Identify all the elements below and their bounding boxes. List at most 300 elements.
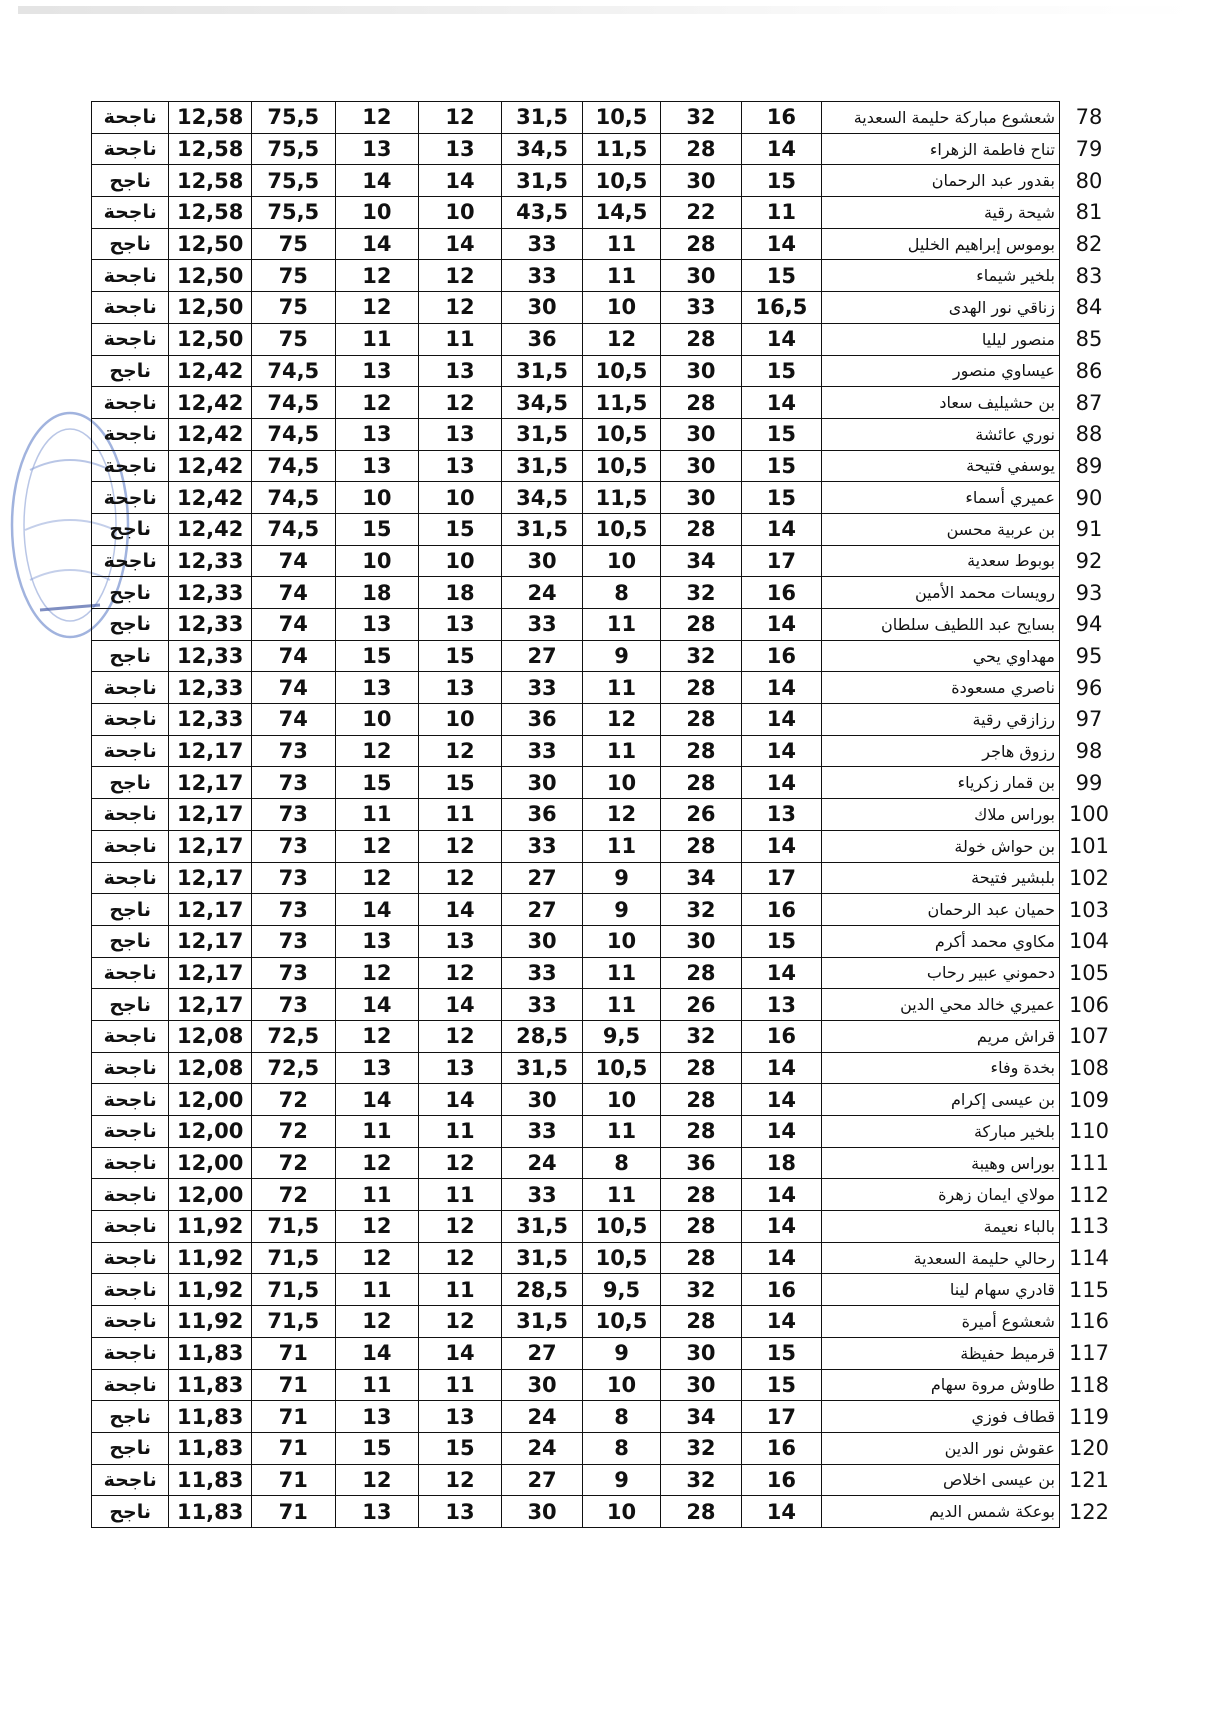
score-1-cell: 14	[742, 735, 821, 767]
score-2-cell: 10,5	[583, 450, 660, 482]
score-2-weighted-cell: 30	[501, 545, 583, 577]
result-status-cell: ناجح	[92, 513, 169, 545]
score-1-cell: 14	[742, 1116, 821, 1148]
student-name-cell: بلخير مباركة	[821, 1116, 1059, 1148]
result-status-cell: ناجح	[92, 894, 169, 926]
table-row	[92, 640, 1119, 672]
result-status-cell: ناجحة	[92, 1147, 169, 1179]
score-2-weighted-cell: 27	[501, 862, 583, 894]
total-cell: 75,5	[251, 165, 335, 197]
table-row	[92, 197, 1119, 229]
score-3-weighted-cell: 12	[335, 1306, 419, 1338]
score-2-weighted-cell: 27	[501, 640, 583, 672]
total-cell: 71,5	[251, 1242, 335, 1274]
table-row	[92, 767, 1119, 799]
row-number-cell: 109	[1059, 1084, 1118, 1116]
score-2-weighted-cell: 31,5	[501, 1052, 583, 1084]
score-1-weighted-cell: 28	[660, 830, 742, 862]
score-3-weighted-cell: 11	[335, 1179, 419, 1211]
table-row	[92, 102, 1119, 134]
score-2-cell: 10	[583, 545, 660, 577]
result-status-cell: ناجحة	[92, 735, 169, 767]
score-1-weighted-cell: 28	[660, 1179, 742, 1211]
average-cell: 12,33	[169, 672, 252, 704]
score-2-weighted-cell: 30	[501, 292, 583, 324]
score-1-cell: 15	[742, 355, 821, 387]
score-1-weighted-cell: 30	[660, 418, 742, 450]
score-1-cell: 18	[742, 1147, 821, 1179]
score-1-weighted-cell: 28	[660, 735, 742, 767]
average-cell: 11,92	[169, 1274, 252, 1306]
student-name-cell: عقوش نور الدين	[821, 1432, 1059, 1464]
student-name-cell: بسايح عبد اللطيف سلطان	[821, 609, 1059, 641]
row-number-cell: 119	[1059, 1401, 1118, 1433]
result-status-cell: ناجحة	[92, 418, 169, 450]
student-name-cell: رحالي حليمة السعدية	[821, 1242, 1059, 1274]
result-status-cell: ناجح	[92, 1401, 169, 1433]
score-2-weighted-cell: 30	[501, 1496, 583, 1528]
table-row	[92, 1337, 1119, 1369]
row-number-cell: 79	[1059, 133, 1118, 165]
score-1-weighted-cell: 30	[660, 165, 742, 197]
score-2-weighted-cell: 33	[501, 957, 583, 989]
score-2-weighted-cell: 30	[501, 925, 583, 957]
score-3-weighted-cell: 12	[335, 1020, 419, 1052]
table-row	[92, 957, 1119, 989]
row-number-cell: 82	[1059, 228, 1118, 260]
score-2-cell: 9	[583, 1464, 660, 1496]
student-name-cell: حميان عبد الرحمان	[821, 894, 1059, 926]
average-cell: 12,50	[169, 228, 252, 260]
total-cell: 75	[251, 292, 335, 324]
score-1-weighted-cell: 32	[660, 640, 742, 672]
score-2-cell: 9,5	[583, 1020, 660, 1052]
total-cell: 71	[251, 1496, 335, 1528]
score-1-cell: 14	[742, 609, 821, 641]
average-cell: 11,92	[169, 1306, 252, 1338]
score-2-weighted-cell: 31,5	[501, 450, 583, 482]
score-2-weighted-cell: 33	[501, 1179, 583, 1211]
score-1-weighted-cell: 30	[660, 925, 742, 957]
score-3-cell: 14	[419, 894, 502, 926]
average-cell: 12,00	[169, 1116, 252, 1148]
score-3-cell: 13	[419, 672, 502, 704]
average-cell: 12,33	[169, 577, 252, 609]
average-cell: 12,50	[169, 323, 252, 355]
average-cell: 11,83	[169, 1401, 252, 1433]
score-1-cell: 17	[742, 1401, 821, 1433]
score-1-cell: 13	[742, 799, 821, 831]
result-status-cell: ناجحة	[92, 1116, 169, 1148]
row-number-cell: 93	[1059, 577, 1118, 609]
table-row	[92, 1211, 1119, 1243]
student-name-cell: عميري أسماء	[821, 482, 1059, 514]
student-name-cell: بوراس ملاك	[821, 799, 1059, 831]
score-2-cell: 11	[583, 1179, 660, 1211]
score-3-cell: 12	[419, 735, 502, 767]
total-cell: 73	[251, 767, 335, 799]
score-3-weighted-cell: 13	[335, 1052, 419, 1084]
row-number-cell: 81	[1059, 197, 1118, 229]
score-3-weighted-cell: 12	[335, 1211, 419, 1243]
total-cell: 73	[251, 799, 335, 831]
score-1-weighted-cell: 28	[660, 228, 742, 260]
score-2-cell: 9,5	[583, 1274, 660, 1306]
score-3-weighted-cell: 12	[335, 1147, 419, 1179]
score-1-cell: 16	[742, 1464, 821, 1496]
total-cell: 74,5	[251, 355, 335, 387]
student-name-cell: قرميط حفيظة	[821, 1337, 1059, 1369]
score-2-weighted-cell: 28,5	[501, 1020, 583, 1052]
score-3-weighted-cell: 12	[335, 387, 419, 419]
total-cell: 74	[251, 704, 335, 736]
result-status-cell: ناجحة	[92, 260, 169, 292]
score-3-weighted-cell: 12	[335, 260, 419, 292]
score-2-cell: 8	[583, 1147, 660, 1179]
score-1-cell: 14	[742, 1179, 821, 1211]
student-name-cell: رزازقي رقية	[821, 704, 1059, 736]
row-number-cell: 118	[1059, 1369, 1118, 1401]
score-1-cell: 14	[742, 228, 821, 260]
score-3-weighted-cell: 11	[335, 1274, 419, 1306]
score-3-weighted-cell: 13	[335, 609, 419, 641]
average-cell: 11,83	[169, 1369, 252, 1401]
score-1-cell: 15	[742, 925, 821, 957]
row-number-cell: 88	[1059, 418, 1118, 450]
score-3-weighted-cell: 10	[335, 197, 419, 229]
row-number-cell: 100	[1059, 799, 1118, 831]
score-2-weighted-cell: 30	[501, 767, 583, 799]
score-1-cell: 14	[742, 767, 821, 799]
score-2-weighted-cell: 43,5	[501, 197, 583, 229]
average-cell: 12,42	[169, 482, 252, 514]
score-2-cell: 9	[583, 894, 660, 926]
table-row	[92, 989, 1119, 1021]
score-2-cell: 10	[583, 1084, 660, 1116]
score-3-cell: 15	[419, 513, 502, 545]
total-cell: 73	[251, 957, 335, 989]
table-row	[92, 830, 1119, 862]
score-2-weighted-cell: 31,5	[501, 355, 583, 387]
row-number-cell: 110	[1059, 1116, 1118, 1148]
student-name-cell: عيساوي منصور	[821, 355, 1059, 387]
row-number-cell: 122	[1059, 1496, 1118, 1528]
student-name-cell: نوري عائشة	[821, 418, 1059, 450]
score-3-weighted-cell: 13	[335, 1496, 419, 1528]
total-cell: 74,5	[251, 482, 335, 514]
score-3-cell: 10	[419, 545, 502, 577]
score-3-cell: 11	[419, 1116, 502, 1148]
score-2-cell: 14,5	[583, 197, 660, 229]
score-1-cell: 14	[742, 1242, 821, 1274]
score-3-weighted-cell: 10	[335, 482, 419, 514]
score-2-cell: 10	[583, 1369, 660, 1401]
result-status-cell: ناجحة	[92, 799, 169, 831]
score-2-weighted-cell: 33	[501, 672, 583, 704]
table-row	[92, 1147, 1119, 1179]
row-number-cell: 107	[1059, 1020, 1118, 1052]
student-name-cell: بن عيسى إكرام	[821, 1084, 1059, 1116]
table-row	[92, 735, 1119, 767]
student-name-cell: بوراس وهيبة	[821, 1147, 1059, 1179]
student-name-cell: قادري سهام لينا	[821, 1274, 1059, 1306]
score-2-weighted-cell: 31,5	[501, 165, 583, 197]
score-1-cell: 14	[742, 1211, 821, 1243]
total-cell: 71	[251, 1369, 335, 1401]
total-cell: 72,5	[251, 1020, 335, 1052]
score-1-weighted-cell: 28	[660, 704, 742, 736]
score-1-weighted-cell: 28	[660, 1084, 742, 1116]
scan-edge-shadow	[18, 6, 1198, 14]
average-cell: 11,83	[169, 1464, 252, 1496]
score-2-cell: 11	[583, 260, 660, 292]
score-3-weighted-cell: 15	[335, 767, 419, 799]
score-1-weighted-cell: 28	[660, 767, 742, 799]
total-cell: 74	[251, 577, 335, 609]
score-3-cell: 15	[419, 640, 502, 672]
row-number-cell: 98	[1059, 735, 1118, 767]
row-number-cell: 95	[1059, 640, 1118, 672]
score-3-weighted-cell: 13	[335, 133, 419, 165]
table-row	[92, 925, 1119, 957]
table-row	[92, 609, 1119, 641]
total-cell: 71,5	[251, 1211, 335, 1243]
average-cell: 11,83	[169, 1432, 252, 1464]
score-2-weighted-cell: 31,5	[501, 1211, 583, 1243]
total-cell: 74,5	[251, 418, 335, 450]
student-name-cell: بن عيسى اخلاص	[821, 1464, 1059, 1496]
student-name-cell: بن قمار زكرياء	[821, 767, 1059, 799]
student-name-cell: بلبشير فتيحة	[821, 862, 1059, 894]
average-cell: 12,33	[169, 704, 252, 736]
score-2-cell: 11	[583, 735, 660, 767]
score-2-weighted-cell: 34,5	[501, 133, 583, 165]
result-status-cell: ناجحة	[92, 482, 169, 514]
result-status-cell: ناجح	[92, 609, 169, 641]
score-1-cell: 13	[742, 989, 821, 1021]
table-row	[92, 1116, 1119, 1148]
score-1-cell: 14	[742, 387, 821, 419]
score-1-cell: 15	[742, 450, 821, 482]
score-2-cell: 9	[583, 1337, 660, 1369]
score-1-cell: 16,5	[742, 292, 821, 324]
row-number-cell: 105	[1059, 957, 1118, 989]
score-1-weighted-cell: 30	[660, 482, 742, 514]
score-2-cell: 8	[583, 1432, 660, 1464]
average-cell: 12,17	[169, 925, 252, 957]
result-status-cell: ناجح	[92, 228, 169, 260]
score-2-cell: 11	[583, 609, 660, 641]
score-1-cell: 17	[742, 862, 821, 894]
table-row	[92, 323, 1119, 355]
score-3-weighted-cell: 15	[335, 513, 419, 545]
student-name-cell: زناقي نور الهدى	[821, 292, 1059, 324]
score-3-cell: 12	[419, 1020, 502, 1052]
score-2-weighted-cell: 31,5	[501, 1242, 583, 1274]
result-status-cell: ناجحة	[92, 323, 169, 355]
average-cell: 12,17	[169, 799, 252, 831]
score-1-weighted-cell: 32	[660, 894, 742, 926]
student-name-cell: ناصري مسعودة	[821, 672, 1059, 704]
result-status-cell: ناجحة	[92, 545, 169, 577]
student-name-cell: يوسفي فتيحة	[821, 450, 1059, 482]
table-row	[92, 1274, 1119, 1306]
score-2-cell: 11	[583, 228, 660, 260]
score-3-cell: 18	[419, 577, 502, 609]
student-name-cell: عميري خالد محي الدين	[821, 989, 1059, 1021]
average-cell: 12,58	[169, 133, 252, 165]
score-2-weighted-cell: 33	[501, 1116, 583, 1148]
score-3-weighted-cell: 12	[335, 292, 419, 324]
score-2-weighted-cell: 27	[501, 1464, 583, 1496]
total-cell: 72	[251, 1147, 335, 1179]
score-3-weighted-cell: 14	[335, 1084, 419, 1116]
student-name-cell: منصور ليليا	[821, 323, 1059, 355]
score-3-cell: 12	[419, 292, 502, 324]
score-1-cell: 14	[742, 1084, 821, 1116]
row-number-cell: 89	[1059, 450, 1118, 482]
score-3-cell: 11	[419, 1274, 502, 1306]
score-1-cell: 15	[742, 165, 821, 197]
table-row	[92, 545, 1119, 577]
score-3-cell: 12	[419, 830, 502, 862]
average-cell: 12,00	[169, 1084, 252, 1116]
average-cell: 12,42	[169, 450, 252, 482]
row-number-cell: 113	[1059, 1211, 1118, 1243]
student-name-cell: شيحة رقية	[821, 197, 1059, 229]
score-3-weighted-cell: 14	[335, 989, 419, 1021]
result-status-cell: ناجح	[92, 165, 169, 197]
score-2-cell: 12	[583, 323, 660, 355]
row-number-cell: 103	[1059, 894, 1118, 926]
score-3-weighted-cell: 11	[335, 1116, 419, 1148]
score-1-weighted-cell: 32	[660, 1020, 742, 1052]
total-cell: 73	[251, 735, 335, 767]
total-cell: 74,5	[251, 513, 335, 545]
score-3-cell: 12	[419, 1242, 502, 1274]
score-2-weighted-cell: 27	[501, 894, 583, 926]
total-cell: 72	[251, 1116, 335, 1148]
score-3-weighted-cell: 11	[335, 323, 419, 355]
score-2-cell: 11	[583, 1116, 660, 1148]
score-1-cell: 14	[742, 672, 821, 704]
result-status-cell: ناجحة	[92, 1211, 169, 1243]
score-3-weighted-cell: 11	[335, 1369, 419, 1401]
score-2-weighted-cell: 24	[501, 1147, 583, 1179]
score-2-cell: 9	[583, 862, 660, 894]
table-row	[92, 418, 1119, 450]
score-3-weighted-cell: 18	[335, 577, 419, 609]
score-3-weighted-cell: 11	[335, 799, 419, 831]
score-1-weighted-cell: 28	[660, 387, 742, 419]
score-3-cell: 11	[419, 799, 502, 831]
score-2-cell: 11,5	[583, 482, 660, 514]
student-name-cell: طاوش مروة سهام	[821, 1369, 1059, 1401]
result-status-cell: ناجح	[92, 1496, 169, 1528]
table-row	[92, 1179, 1119, 1211]
score-1-weighted-cell: 32	[660, 102, 742, 134]
student-name-cell: بوبوط سعدية	[821, 545, 1059, 577]
result-status-cell: ناجحة	[92, 1337, 169, 1369]
result-status-cell: ناجحة	[92, 1306, 169, 1338]
average-cell: 11,92	[169, 1242, 252, 1274]
score-1-weighted-cell: 28	[660, 1242, 742, 1274]
total-cell: 73	[251, 989, 335, 1021]
score-1-cell: 14	[742, 957, 821, 989]
score-3-weighted-cell: 10	[335, 545, 419, 577]
score-3-weighted-cell: 12	[335, 735, 419, 767]
average-cell: 12,17	[169, 830, 252, 862]
score-1-weighted-cell: 26	[660, 989, 742, 1021]
row-number-cell: 94	[1059, 609, 1118, 641]
score-1-cell: 14	[742, 323, 821, 355]
score-1-weighted-cell: 28	[660, 1116, 742, 1148]
score-3-cell: 13	[419, 355, 502, 387]
student-name-cell: مكاوي محمد أكرم	[821, 925, 1059, 957]
average-cell: 12,17	[169, 989, 252, 1021]
result-status-cell: ناجحة	[92, 450, 169, 482]
table-row	[92, 894, 1119, 926]
table-row	[92, 513, 1119, 545]
score-3-weighted-cell: 15	[335, 1432, 419, 1464]
table-row	[92, 672, 1119, 704]
score-1-cell: 15	[742, 260, 821, 292]
total-cell: 73	[251, 894, 335, 926]
score-1-cell: 14	[742, 1496, 821, 1528]
score-1-cell: 14	[742, 133, 821, 165]
score-3-cell: 10	[419, 197, 502, 229]
result-status-cell: ناجحة	[92, 1052, 169, 1084]
row-number-cell: 91	[1059, 513, 1118, 545]
row-number-cell: 120	[1059, 1432, 1118, 1464]
result-status-cell: ناجحة	[92, 387, 169, 419]
score-3-cell: 13	[419, 133, 502, 165]
student-name-cell: بن حواش خولة	[821, 830, 1059, 862]
result-status-cell: ناجحة	[92, 704, 169, 736]
total-cell: 72,5	[251, 1052, 335, 1084]
score-3-cell: 13	[419, 1401, 502, 1433]
result-status-cell: ناجح	[92, 640, 169, 672]
result-status-cell: ناجح	[92, 767, 169, 799]
row-number-cell: 97	[1059, 704, 1118, 736]
student-name-cell: بوموس إبراهيم الخليل	[821, 228, 1059, 260]
row-number-cell: 101	[1059, 830, 1118, 862]
score-3-weighted-cell: 13	[335, 672, 419, 704]
row-number-cell: 104	[1059, 925, 1118, 957]
score-1-cell: 16	[742, 102, 821, 134]
result-status-cell: ناجحة	[92, 1274, 169, 1306]
total-cell: 71	[251, 1432, 335, 1464]
row-number-cell: 78	[1059, 102, 1118, 134]
average-cell: 11,83	[169, 1337, 252, 1369]
score-2-cell: 10	[583, 292, 660, 324]
score-2-cell: 10,5	[583, 513, 660, 545]
score-2-cell: 10	[583, 925, 660, 957]
score-1-weighted-cell: 28	[660, 609, 742, 641]
score-3-weighted-cell: 13	[335, 1401, 419, 1433]
average-cell: 12,50	[169, 292, 252, 324]
score-2-weighted-cell: 24	[501, 577, 583, 609]
total-cell: 75	[251, 260, 335, 292]
score-1-weighted-cell: 32	[660, 1464, 742, 1496]
total-cell: 72	[251, 1179, 335, 1211]
score-2-cell: 10	[583, 1496, 660, 1528]
table-row	[92, 292, 1119, 324]
score-1-weighted-cell: 36	[660, 1147, 742, 1179]
score-2-cell: 11	[583, 957, 660, 989]
score-3-cell: 13	[419, 1496, 502, 1528]
total-cell: 74,5	[251, 387, 335, 419]
